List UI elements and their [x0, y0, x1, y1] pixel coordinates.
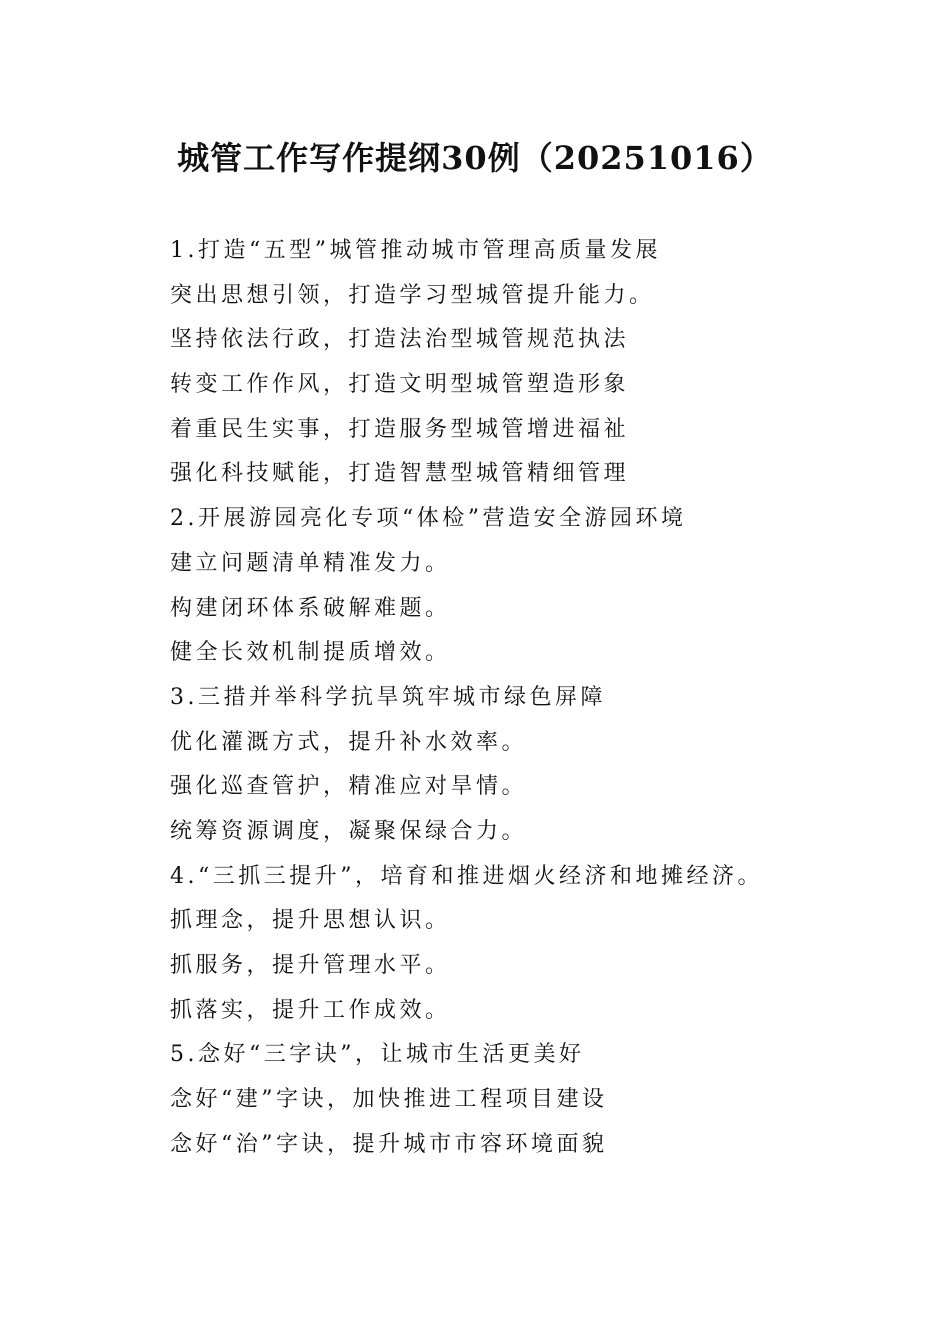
outline-line: 转变工作作风，打造文明型城管塑造形象: [170, 372, 630, 398]
outline-line: 健全长效机制提质增效。: [170, 640, 451, 666]
outline-line: 建立问题清单精准发力。: [170, 550, 451, 576]
outline-line: 突出思想引领，打造学习型城管提升能力。: [170, 282, 655, 308]
outline-line: 念好“建”字诀，加快推进工程项目建设: [170, 1087, 608, 1113]
outline-line: 强化巡查管护，精准应对旱情。: [170, 774, 528, 800]
outline-line: 统筹资源调度，凝聚保绿合力。: [170, 818, 528, 844]
section-heading-3: 3.三措并举科学抗旱筑牢城市绿色屏障: [170, 684, 606, 710]
outline-line: 构建闭环体系破解难题。: [170, 595, 451, 621]
document-title: 城管工作写作提纲30例（20251016）: [177, 139, 773, 177]
document-body: [170, 229, 870, 1167]
outline-line: 着重民生实事，打造服务型城管增进福祉: [170, 416, 630, 442]
outline-line: 优化灌溉方式，提升补水效率。: [170, 729, 528, 755]
outline-line: 念好“治”字诀，提升城市市容环境面貌: [170, 1131, 608, 1157]
section-heading-4: 4.“三抓三提升”，培育和推进烟火经济和地摊经济。: [170, 863, 763, 889]
section-heading-5: 5.念好“三字诀”，让城市生活更美好: [170, 1042, 585, 1068]
section-heading-2: 2.开展游园亮化专项“体检”营造安全游园环境: [170, 506, 687, 532]
outline-line: 抓理念，提升思想认识。: [170, 908, 451, 934]
section-heading-1: 1.打造“五型”城管推动城市管理高质量发展: [170, 238, 661, 263]
outline-line: 强化科技赋能，打造智慧型城管精细管理: [170, 461, 630, 487]
outline-line: 抓服务，提升管理水平。: [170, 953, 451, 978]
outline-line: 坚持依法行政，打造法治型城管规范执法: [170, 327, 630, 353]
outline-line: 抓落实，提升工作成效。: [170, 997, 451, 1023]
